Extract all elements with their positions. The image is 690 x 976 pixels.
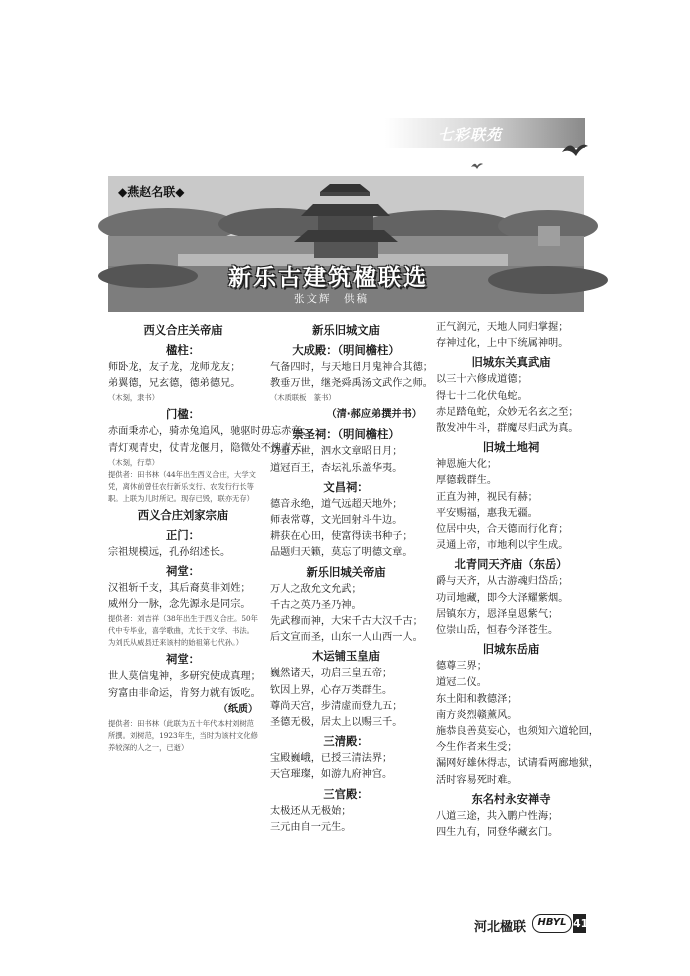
section-heading: 西义合庄刘家宗庙 — [137, 508, 229, 522]
section-heading: 新乐旧城关帝庙 — [306, 565, 386, 579]
couplet-line: 师卧龙，友子龙，龙师龙友； — [108, 362, 241, 373]
couplet-line: 穷富由非命运，肯努力就有饭吃。 — [108, 687, 261, 699]
couplet-line: 世人莫信鬼神，多研究使成真理； — [108, 671, 261, 683]
couplet-line: 四生九有，同登华藏玄门。 — [436, 827, 559, 839]
couplet-line: 钦因上界，心存万类群生。 — [270, 684, 393, 696]
couplet-line: 得七十二化伏龟蛇。 — [436, 390, 528, 402]
couplet-line: 汉祖斩千支，其后裔莫非刘姓； — [108, 583, 251, 595]
couplet-line: 施恭良善莫妄心，也须知六道轮回， — [436, 726, 599, 738]
section-tag: 七彩联苑 — [438, 126, 503, 144]
couplet-line: 道冠二仪。 — [436, 677, 487, 689]
couplet-line: 正直为神，视民有赫； — [436, 491, 538, 503]
magazine-code-badge: HBYL — [532, 914, 572, 933]
couplet-line: 天宫璀璨，如游九府神宫。 — [270, 769, 393, 781]
magazine-title: 河北楹联 — [474, 920, 527, 935]
couplet-line: 以三十六修成道德； — [436, 374, 528, 386]
couplet-line: 正气润元，天地人同归掌握； — [436, 322, 569, 333]
section-heading: 西义合庄关帝庙 — [143, 324, 223, 337]
couplet-line: 散发冲牛斗，群魔尽归武为真。 — [436, 423, 579, 435]
text-column-2 — [270, 320, 433, 836]
couplet-line: 品题归天籁，莫忘了明德文章。 — [270, 547, 413, 559]
contributor-note: 提供者：刘吉祥（38年出生于西义合庄。50年代中专毕业，喜学歌曲，尤长于文学、书法。为刘氏从威县迁来该村的始祖第七代孙。） — [108, 614, 258, 648]
section-heading: 旧城东岳庙 — [482, 643, 540, 657]
couplet-line: 千古之英乃圣乃神。 — [270, 599, 362, 611]
small-bird-icon — [470, 160, 484, 170]
section-heading: 新乐旧城文庙 — [312, 324, 380, 337]
page-title: 新乐古建筑楹联选 — [228, 265, 428, 291]
couplet-line: 师表常尊，文光回射斗牛边。 — [270, 515, 403, 527]
couplet-line: 南方炎烈赣薰风。 — [436, 709, 518, 721]
section-heading: 北青同天齐庙（东岳） — [454, 558, 568, 572]
couplet-line: 宗祖规模远，孔孙绍述长。 — [108, 546, 231, 558]
couplet-line: 道冠百王，杏坛礼乐盖华夷。 — [270, 462, 403, 474]
format-note: （木刻，隶书） — [108, 393, 160, 403]
page-number: 41 — [573, 914, 586, 933]
section-heading: 门楹： — [166, 408, 200, 422]
section-heading: 正门： — [166, 528, 200, 542]
couplet-line: 爵与天齐，从古游魂归岱岳； — [436, 576, 569, 588]
couplet-line: 厚德载群生。 — [436, 475, 498, 487]
section-heading: 祠堂： — [166, 653, 200, 667]
contributor-note: 提供者：田书林（此联为五十年代本村刘树范所撰。刘树范，1923年生，当时为该村文化修养较深的人之一，已逝） — [108, 719, 258, 753]
attribution-line: （清·郝应弟撰并书） — [326, 409, 422, 421]
format-note: （木质联板 篆书） — [270, 393, 336, 403]
section-heading: 三官殿： — [323, 787, 369, 801]
couplet-line: 万人之敌允文允武； — [270, 583, 362, 595]
format-note: （木刻，行草） — [108, 457, 160, 467]
couplet-line: 后文宣而圣，山东一人山西一人。 — [270, 632, 423, 644]
section-heading: 楹柱： — [166, 344, 200, 357]
couplet-line: 德音永绝，道气远超天地外； — [270, 498, 403, 510]
couplet-line: 尊尚天宫，步清虚而登九五； — [270, 700, 403, 712]
couplet-line: 宝殿巍峨，已授三清法界； — [270, 753, 393, 765]
contributor-note: 提供者：田书林（44年出生西义合庄，大学文凭，离休前曾任农行新乐支行、农发行行长等职。上联为儿时所记。现存已毁，联亦无存） — [108, 469, 256, 503]
section-heading: 文昌祠： — [323, 480, 369, 494]
couplet-line: 漏网好雄休得志，试请看两廊地狱， — [436, 758, 599, 770]
section-heading: 旧城东关真武庙 — [471, 356, 551, 370]
section-heading: 三清殿： — [323, 735, 369, 749]
couplet-line: 东土阳和教德泽； — [436, 693, 518, 705]
section-heading: 木运铺玉皇庙 — [312, 650, 380, 664]
couplet-line: 位居中央，合天德而行化育； — [436, 524, 569, 536]
couplet-line: 巍然诸天，功启三皇五帝； — [270, 668, 393, 680]
couplet-line: 赤足踏龟蛇，众妙无名玄之至； — [436, 406, 579, 418]
couplet-line: 威州分一脉，念先源永是同宗。 — [108, 599, 251, 611]
couplet-line: 耕获在心田，使富得读书种子； — [270, 531, 413, 543]
couplet-line: 青灯观青史，仗青龙偃月，隐微处不愧青天。 — [108, 442, 312, 454]
couplet-line: 今生作者来生受； — [436, 742, 518, 754]
material-note: （纸质） — [218, 703, 258, 715]
couplet-line: 居镇东方，恩泽皇恩紫气； — [436, 608, 559, 620]
couplet-line: 圣德无极，居太上以赐三千。 — [270, 717, 403, 729]
author-credit: 张文辉 供稿 — [294, 293, 369, 305]
couplet-line: 神恩施大化； — [436, 459, 498, 471]
couplet-line: 赤面秉赤心，骑赤兔追风，驰驱时毋忘赤帝； — [108, 426, 312, 438]
couplet-line: 教垂万世，继尧舜禹汤文武作之师。 — [270, 378, 433, 390]
couplet-line: 平安赐福，惠我无疆。 — [436, 507, 538, 519]
couplet-line: 气备四时，与天地日月鬼神合其德； — [270, 362, 433, 373]
couplet-line: 太极还从无极始； — [270, 805, 352, 817]
couplet-line: 八道三途，共入鹏户性海； — [436, 810, 559, 822]
text-column-3 — [436, 320, 599, 841]
couplet-line: 位崇山岳，恒春今泽苍生。 — [436, 625, 559, 637]
section-heading: 大成殿：（明间檐柱） — [292, 344, 400, 357]
couplet-line: 弟翼德，兄玄德，德弟德兄。 — [108, 378, 241, 390]
couplet-line: 活时容易死时难。 — [436, 774, 518, 786]
couplet-line: 灵通上帝，市地利以宇生成。 — [436, 540, 569, 552]
section-heading: 祠堂： — [166, 565, 200, 579]
section-heading: 东名村永安禅寺 — [471, 792, 551, 806]
section-heading: 旧城土地祠 — [482, 441, 540, 455]
section-heading: 崇圣祠：（明间檐柱） — [292, 428, 400, 442]
couplet-line: 功司地藏，即今大泽耀紫烟。 — [436, 592, 569, 604]
bird-icon — [560, 138, 590, 160]
couplet-line: 德尊三界； — [436, 661, 487, 673]
column-tag: ◆燕赵名联◆ — [118, 185, 185, 199]
couplet-line: 存神过化，上中下统属神明。 — [436, 338, 569, 350]
couplet-line: 功垂万世，泗水文章昭日月； — [270, 446, 403, 458]
couplet-line: 先武穆而神，大宋千古大汉千古； — [270, 616, 423, 628]
couplet-line: 三元由自一元生。 — [270, 821, 352, 833]
